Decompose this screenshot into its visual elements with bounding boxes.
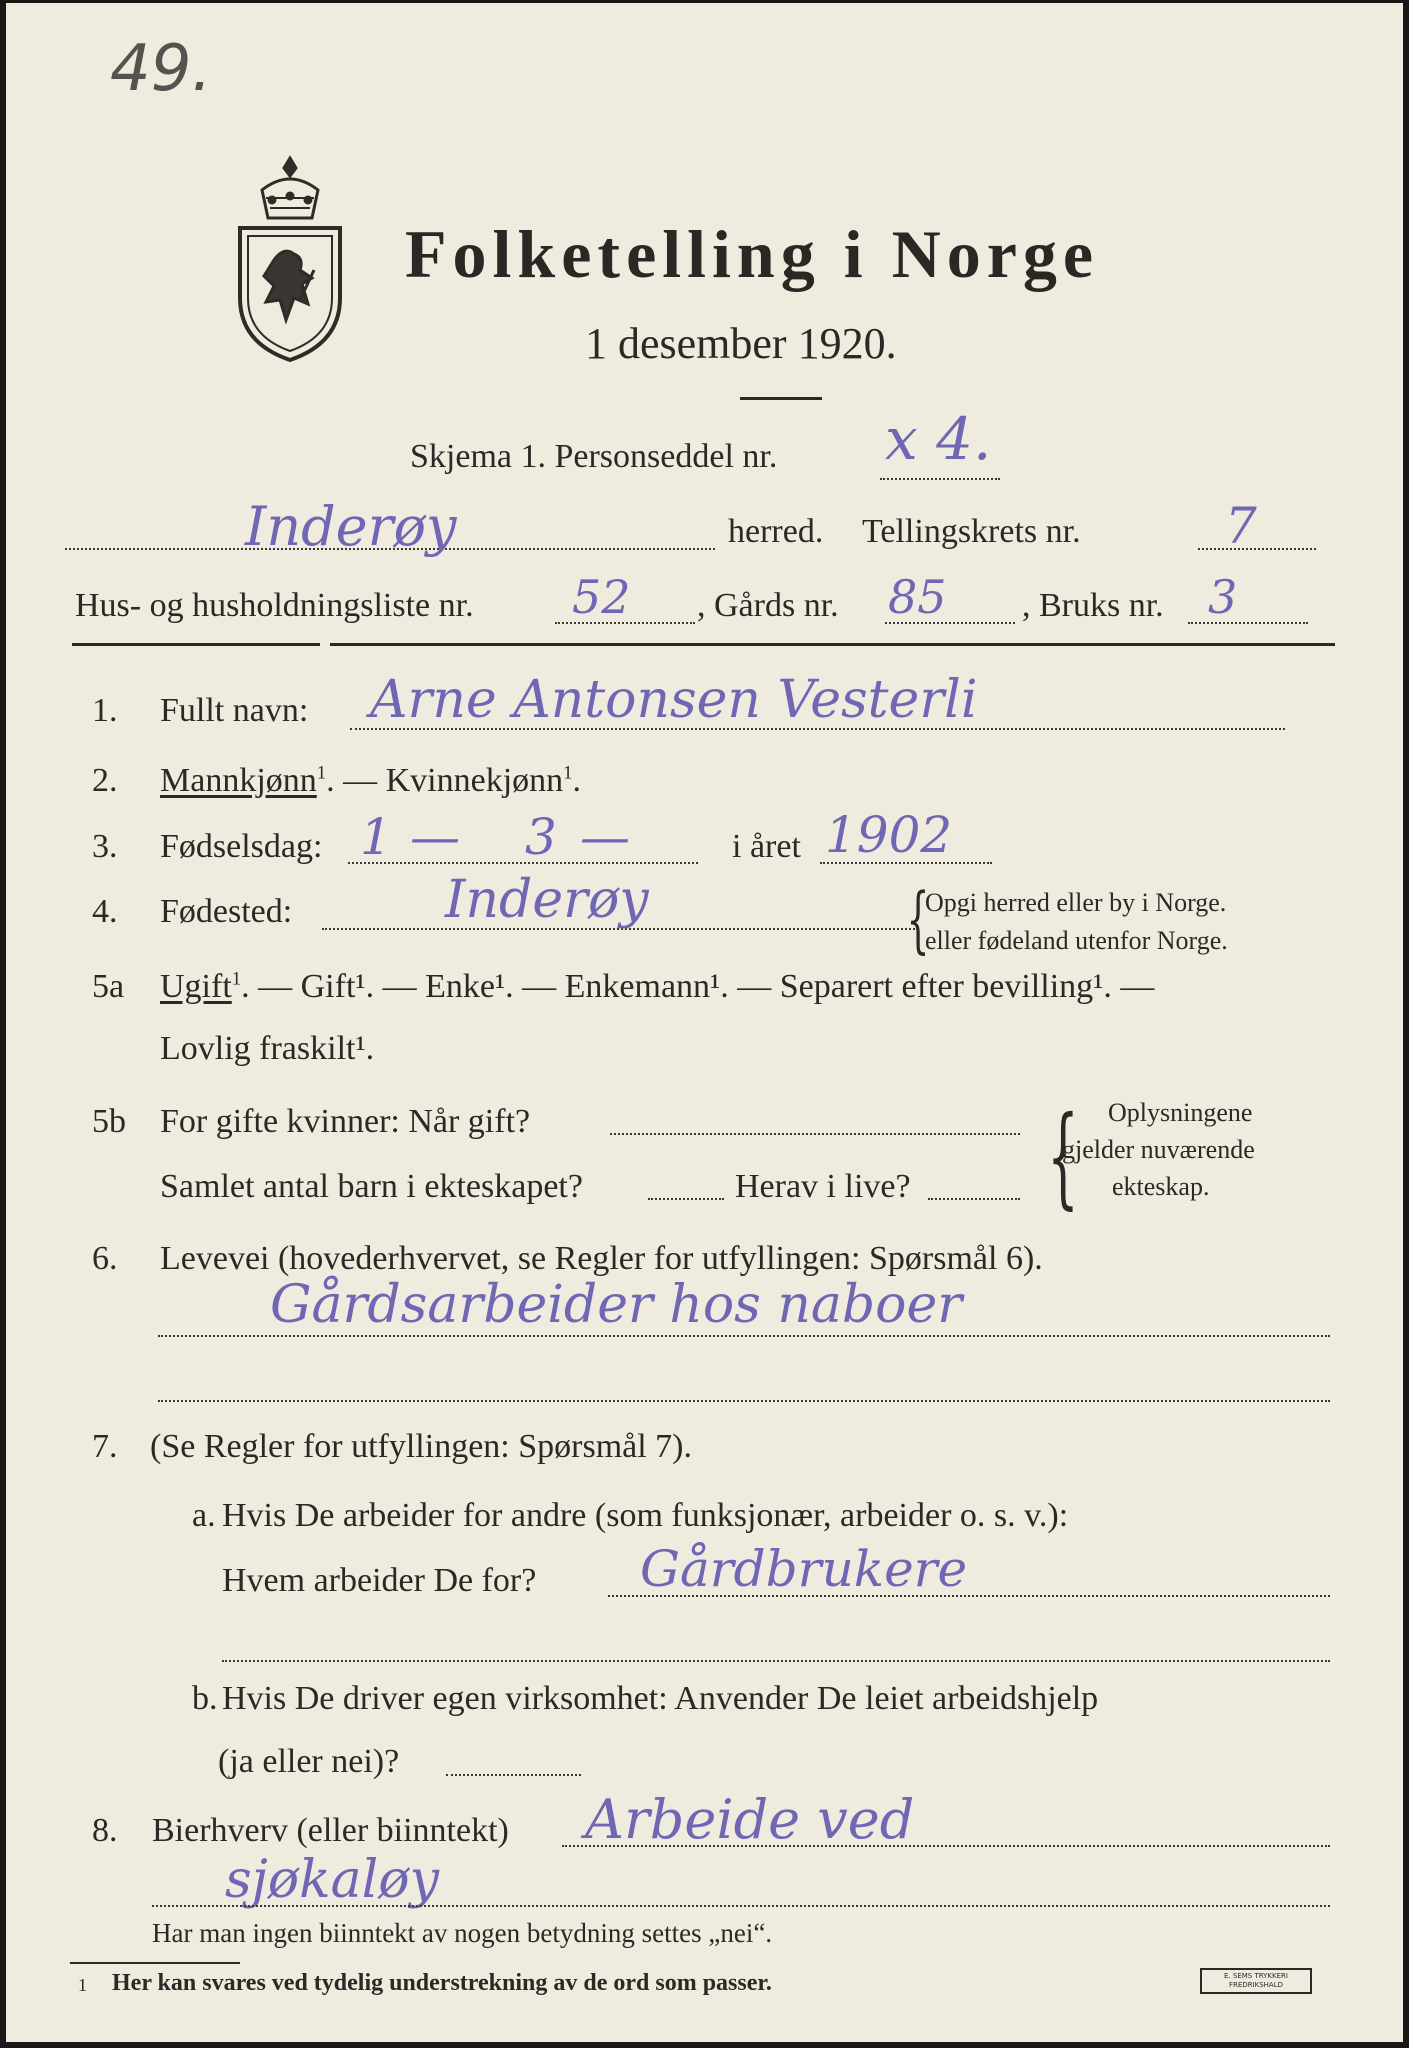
form-title: Folketelling i Norge <box>405 216 1100 292</box>
q2-number: 2. <box>92 762 118 799</box>
q8-value1: Arbeide ved <box>585 1788 915 1851</box>
herred-value: Inderøy <box>245 495 457 558</box>
q7-number: 7. <box>92 1428 118 1465</box>
note-nei: Har man ingen biinntekt av nogen betydning settes „nei“. <box>152 1918 773 1948</box>
q5b-line2a: Samlet antal barn i ekteskapet? <box>160 1168 583 1205</box>
q5b-number: 5b <box>92 1103 126 1140</box>
q5a-line1: Ugift$^1$. — Gift¹. — Enke¹. — Enkemann¹. — Separert efter bevilling¹. — <box>160 968 1155 1005</box>
q4-value: Inderøy <box>445 870 649 930</box>
q7b-line2: (ja eller nei)? <box>218 1743 400 1780</box>
q3-year-label: i året <box>732 828 801 865</box>
q3-label: Fødselsdag: <box>160 828 323 865</box>
page-number: 49. <box>110 32 212 106</box>
q2-text: Mannkjønn$^1$. — Kvinnekjønn$^1$. <box>160 762 582 799</box>
q5b-brace: { <box>1047 1092 1079 1220</box>
q3-number: 3. <box>92 828 118 865</box>
q8-number: 8. <box>92 1812 118 1849</box>
q5b-note3: ekteskap. <box>1112 1172 1210 1201</box>
schema-label: Skjema 1. Personseddel nr. <box>410 438 778 475</box>
q6-number: 6. <box>92 1240 118 1277</box>
q5a-line2: Lovlig fraskilt¹. <box>160 1030 375 1067</box>
q2-male-option: Mannkjønn <box>160 762 317 799</box>
q5b-note1: Oplysningene <box>1108 1098 1253 1127</box>
q2-female-option: Kvinnekjønn <box>385 762 564 799</box>
q7-label: (Se Regler for utfyllingen: Spørsmål 7). <box>150 1428 693 1465</box>
q7a-number: a. <box>192 1497 216 1534</box>
q5a-rest: . — Gift¹. — Enke¹. — Enkemann¹. — Separert efter bevilling¹. — <box>241 968 1155 1005</box>
q2-end: . <box>572 762 582 799</box>
q3-dash1: — <box>410 808 460 866</box>
q5b-line1: For gifte kvinner: Når gift? <box>160 1103 531 1140</box>
q3-month: 3 <box>525 808 557 866</box>
hus-label: Hus- og husholdningsliste nr. <box>75 587 474 624</box>
q4-label: Fødested: <box>160 893 293 930</box>
herred-label: herred. <box>728 513 824 550</box>
q6-label: Levevei (hovederhvervet, se Regler for utfyllingen: Spørsmål 6). <box>160 1240 1043 1277</box>
krets-value: 7 <box>1225 497 1257 555</box>
q5b-line2b: Herav i live? <box>735 1168 911 1205</box>
q4-note-line1: Opgi herred eller by i Norge. <box>925 888 1227 917</box>
footnote-mark: 1 <box>78 1975 87 1995</box>
q7b-line1: Hvis De driver egen virksomhet: Anvender De leiet arbeidshjelp <box>222 1680 1099 1717</box>
q2-sep: . — <box>326 762 386 799</box>
q8-value2: sjøkaløy <box>225 1850 439 1910</box>
q3-year: 1902 <box>825 806 953 864</box>
q7a-line2: Hvem arbeider De for? <box>222 1562 537 1599</box>
q8-label: Bierhverv (eller biinntekt) <box>152 1812 509 1849</box>
q1-number: 1. <box>92 692 118 729</box>
hus-value: 52 <box>572 570 631 624</box>
q7a-value: Gårdbrukere <box>640 1540 968 1598</box>
q4-number: 4. <box>92 893 118 930</box>
schema-value: x 4. <box>885 405 992 473</box>
q7a-line1: Hvis De arbeider for andre (som funksjonær, arbeider o. s. v.): <box>222 1497 1069 1534</box>
q7b-number: b. <box>192 1680 218 1717</box>
form-date: 1 desember 1920. <box>585 319 897 368</box>
printer-stamp: E. SEMS TRYKKERI FREDRIKSHALD <box>1200 1968 1312 1994</box>
q3-dash2: — <box>580 808 630 866</box>
q1-label: Fullt navn: <box>160 692 309 729</box>
footnote-text: Her kan svares ved tydelig understrekning av de ord som passer. <box>112 1970 772 1996</box>
bruks-value: 3 <box>1208 570 1238 624</box>
q6-value: Gårdsarbeider hos naboer <box>270 1275 963 1335</box>
bruks-label: , Bruks nr. <box>1022 587 1164 624</box>
krets-label: Tellingskrets nr. <box>862 513 1081 550</box>
q3-day: 1 <box>360 808 392 866</box>
q1-value: Arne Antonsen Vesterli <box>370 670 978 730</box>
q4-brace: { <box>906 877 930 961</box>
q4-note-line2: eller fødeland utenfor Norge. <box>925 926 1228 955</box>
q5b-note2: gjelder nuværende <box>1062 1135 1255 1164</box>
q5a-ugift-option: Ugift <box>160 968 232 1005</box>
gards-label: , Gårds nr. <box>697 587 839 624</box>
gards-value: 85 <box>888 570 947 624</box>
q5a-number: 5a <box>92 968 125 1005</box>
